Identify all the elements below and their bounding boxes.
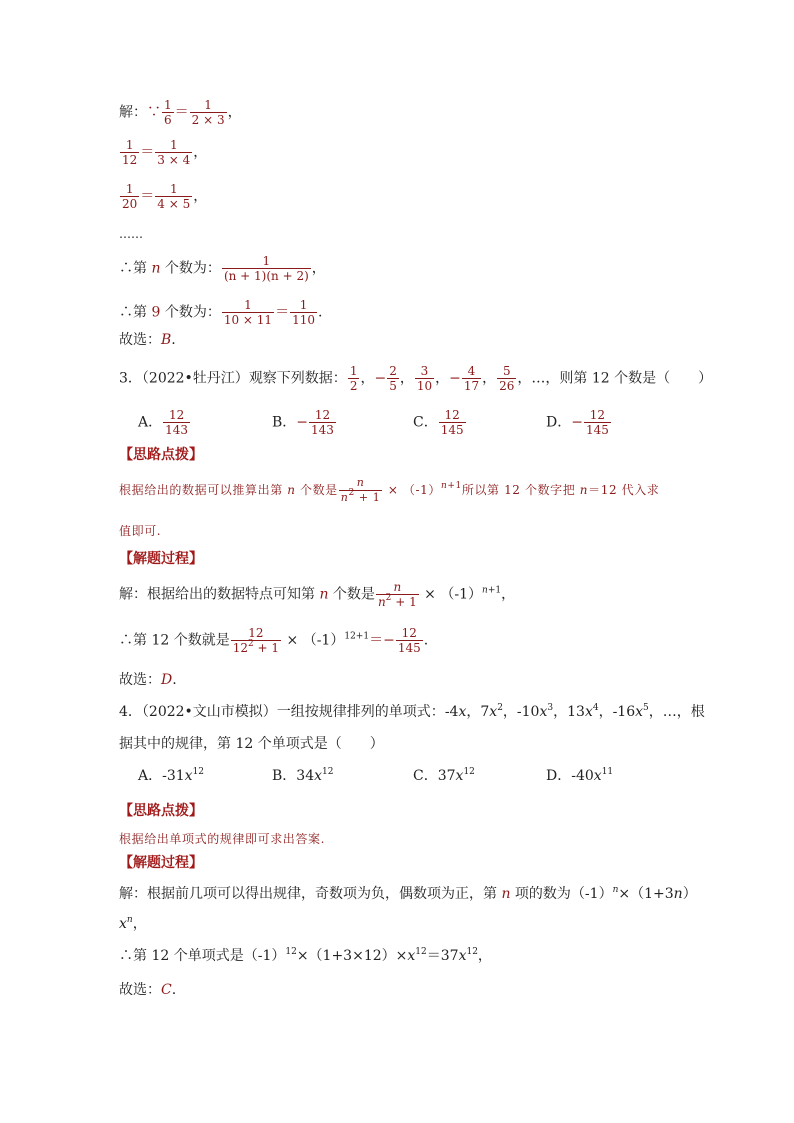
q4-option-d[interactable]: D．$-40x^{11}$: [546, 767, 614, 784]
q4-hint-heading: 【思路点拨】: [119, 803, 203, 819]
sol2-line2: $\frac{1}{12}$ ＝ $\frac{1}{3 \times 4}$ ，: [122, 138, 208, 167]
q4-option-c[interactable]: C．$37x^{12}$: [413, 767, 475, 784]
q3-solution-line1: 解：根据给出的数据特点可知第 n 个数是 $\frac{n}{n^2 + 1}$ × $(-1)^{n+1}$，: [119, 580, 516, 609]
q3-hint-line2: 值即可.: [119, 524, 162, 538]
q4-solution-line3: ∴第 12 个单项式是$(-1)^{12}\times(1+3\times 12)\times x^{12}=37x^{12}$，: [119, 947, 492, 964]
q3-hint-line1: 根据给出的数据可以推算出第 n 个数是 $\frac{n}{n^2 + 1}$ × $(-1)^{n+1}$所以第 12 个数字把 n＝12 代入求: [119, 476, 660, 504]
q3-stem: 3．（2022•牡丹江）观察下列数据： $\frac{1}{2}$ ，− $\frac{2}{5}$ ， $\frac{3}{10}$ ，− $\frac{4}{17}$ ， $\frac{5}{26}$ ，…，则第 12 个数是（ ）: [119, 364, 713, 393]
q4-stem-line1: 4．（2022•文山市模拟）一组按规律排列的单项式：-4x，$7x^2$，$-10x^3$，$13x^4$，$-16x^5$，…，根: [119, 703, 705, 720]
q3-option-c[interactable]: C． $\frac{12}{145}$: [413, 408, 464, 437]
q3-solution-line2: ∴第 12 个数就是 $\frac{12}{12^2 + 1}$ × $(-1)^{12+1}=-$ $\frac{12}{145}$ .: [119, 626, 429, 655]
q4-option-b[interactable]: B．$34x^{12}$: [272, 767, 334, 784]
sol2-answer: 故选：B.: [119, 332, 176, 348]
q3-option-a[interactable]: A． $\frac{12}{143}$: [138, 408, 189, 437]
q3-hint-heading: 【思路点拨】: [119, 447, 203, 463]
q4-solution-heading: 【解题过程】: [119, 855, 203, 871]
sol2-general-term: ∴第 n 个数为： $\frac{1}{(n + 1)(n + 2)}$ ，: [119, 254, 326, 283]
sol2-line1: 解：∵ $\frac{1}{6}$ ＝ $\frac{1}{2 \times 3}$ ，: [119, 98, 242, 127]
q4-hint-line: 根据给出单项式的规律即可求出答案.: [119, 832, 326, 846]
sol2-line3: $\frac{1}{20}$ ＝ $\frac{1}{4 \times 5}$ ，: [122, 182, 208, 211]
q3-option-b[interactable]: B．− $\frac{12}{143}$: [272, 408, 334, 437]
q3-option-d[interactable]: D．− $\frac{12}{145}$: [546, 408, 609, 437]
q4-option-a[interactable]: A．$-31x^{12}$: [138, 767, 205, 784]
q4-solution-line2: $x^n$，: [119, 915, 147, 932]
sol2-ellipsis: ……: [119, 227, 143, 241]
q3-answer: 故选：D.: [119, 672, 177, 688]
q4-stem-line2: 据其中的规律，第 12 个单项式是（ ）: [119, 736, 384, 752]
q3-solution-heading: 【解题过程】: [119, 551, 203, 567]
q4-answer: 故选：C.: [119, 982, 177, 998]
q4-solution-line1: 解：根据前几项可以得出规律，奇数项为负，偶数项为正，第 n 项的数为$(-1)^n\times(1+3n)$: [119, 885, 697, 902]
sol2-ninth-term: ∴第 9 个数为： $\frac{1}{10 \times 11}$ ＝ $\frac{1}{110}$ .: [119, 298, 323, 327]
